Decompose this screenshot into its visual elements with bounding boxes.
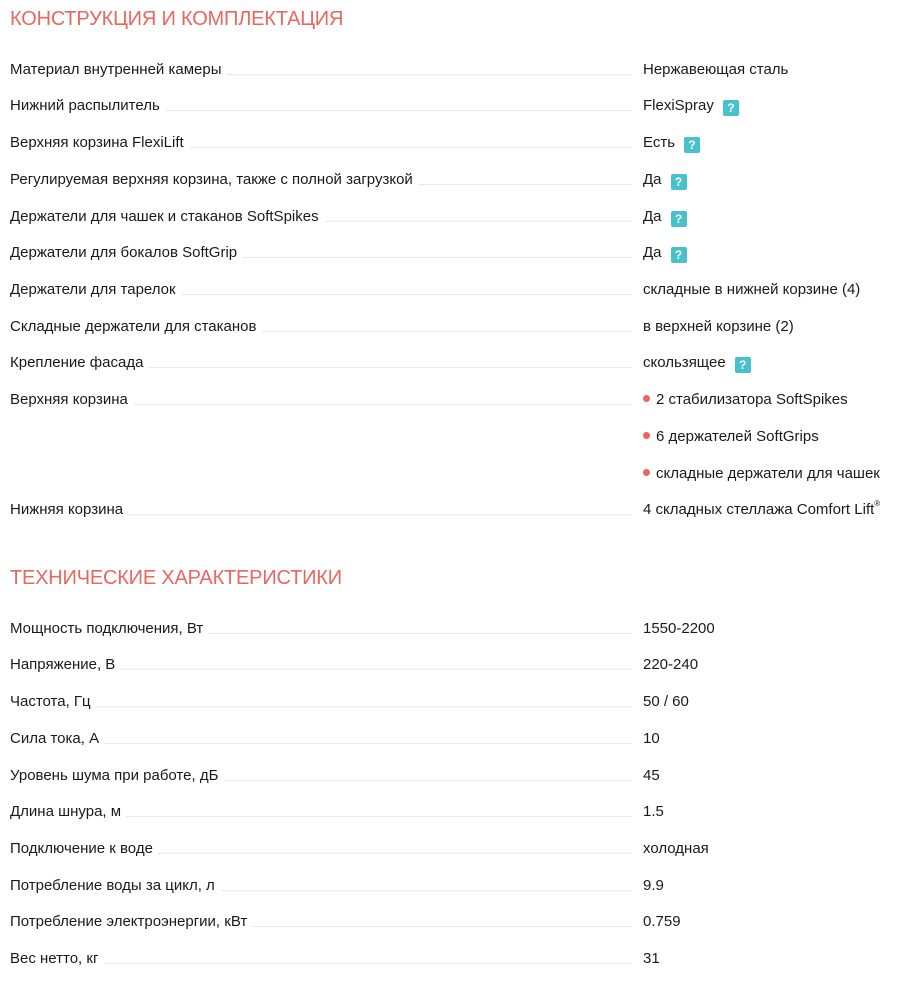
spec-label: Длина шнура, м [10,802,127,822]
spec-value: Есть ? [643,133,700,153]
section-title-construction: КОНСТРУКЦИЯ И КОМПЛЕКТАЦИЯ [10,8,344,30]
help-icon[interactable]: ? [735,357,751,373]
spec-row-water-consumption [10,876,905,900]
spec-row-softspikes-holders [10,207,905,231]
section-title-technical: ТЕХНИЧЕСКИЕ ХАРАКТЕРИСТИКИ [10,567,342,589]
spec-row-softgrip-holders [10,243,905,267]
spec-row-noise [10,766,905,790]
spec-value: Да ? [643,243,687,263]
spec-row-folding-glass-holders [10,317,905,341]
dotted-leader [10,706,632,707]
spec-label: Верхняя корзина [10,390,134,410]
spec-row-chamber-material [10,60,905,84]
spec-row-net-weight [10,949,905,973]
spec-value: 31 [643,950,660,967]
spec-value: 50 / 60 [643,693,689,710]
spec-row-voltage [10,655,905,679]
help-icon[interactable]: ? [671,247,687,263]
spec-label: Вес нетто, кг [10,949,104,969]
spec-row-cord-length [10,802,905,826]
spec-value: скользящее ? [643,353,751,373]
spec-value: FlexiSpray ? [643,96,739,116]
spec-label: Напряжение, В [10,655,121,675]
bullet-icon [643,469,650,476]
spec-value: 1550-2200 [643,620,715,637]
spec-row-plate-holders [10,280,905,304]
spec-list-item: 2 стабилизатора SoftSpikes [643,390,848,410]
spec-value: Да ? [643,170,687,190]
spec-value: 4 складных стеллажа Comfort Lift® [643,499,881,518]
spec-label: Регулируемая верхняя корзина, также с полной загрузкой [10,170,419,190]
spec-list-item: 6 держателей SoftGrips [643,427,819,447]
spec-label: Мощность подключения, Вт [10,619,209,639]
spec-label: Потребление воды за цикл, л [10,876,221,896]
spec-row-lower-basket [10,500,905,524]
spec-value: холодная [643,840,709,857]
spec-value: Нержавеющая сталь [643,61,789,78]
spec-label: Сила тока, А [10,729,105,749]
spec-label: Подключение к воде [10,839,159,859]
spec-label: Крепление фасада [10,353,149,373]
spec-value: 220-240 [643,656,699,673]
spec-value: 1.5 [643,803,664,820]
spec-label: Частота, Гц [10,692,97,712]
help-icon[interactable]: ? [723,100,739,116]
spec-row-lower-spray-arm [10,96,905,120]
registered-mark: ® [874,499,881,508]
spec-row-power [10,619,905,643]
spec-value: в верхней корзине (2) [643,318,794,335]
spec-label: Складные держатели для стаканов [10,317,262,337]
spec-value: 45 [643,767,660,784]
spec-list-item: складные держатели для чашек [643,464,880,484]
spec-label: Держатели для тарелок [10,280,182,300]
spec-label: Верхняя корзина FlexiLift [10,133,190,153]
help-icon[interactable]: ? [671,174,687,190]
spec-value: 0.759 [643,913,681,930]
spec-value: Да ? [643,207,687,227]
spec-row-water-connection [10,839,905,863]
spec-label: Нижний распылитель [10,96,166,116]
spec-row-energy-consumption [10,912,905,936]
spec-label: Нижняя корзина [10,500,129,520]
bullet-icon [643,395,650,402]
spec-label: Материал внутренней камеры [10,60,227,80]
help-icon[interactable]: ? [671,211,687,227]
spec-row-adjustable-upper-basket [10,170,905,194]
help-icon[interactable]: ? [684,137,700,153]
spec-label: Потребление электроэнергии, кВт [10,912,253,932]
spec-value: 10 [643,730,660,747]
bullet-icon [643,432,650,439]
spec-row-upper-basket [10,390,905,490]
spec-value: 9.9 [643,877,664,894]
spec-row-facade-mount [10,353,905,377]
spec-value: складные в нижней корзине (4) [643,281,861,298]
spec-row-frequency [10,692,905,716]
spec-label: Уровень шума при работе, дБ [10,766,224,786]
spec-label: Держатели для бокалов SoftGrip [10,243,243,263]
spec-label: Держатели для чашек и стаканов SoftSpikes [10,207,325,227]
spec-row-flexilift-basket [10,133,905,157]
spec-row-current [10,729,905,753]
